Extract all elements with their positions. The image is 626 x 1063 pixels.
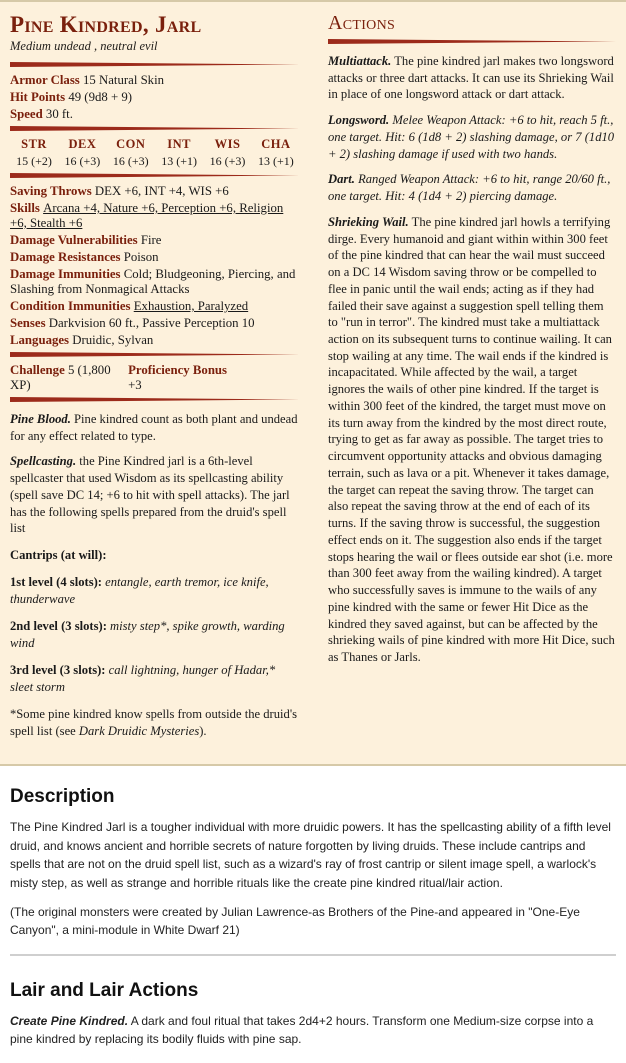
damage-immunities-label: Damage Immunities: [10, 267, 121, 281]
action-dart-text: Ranged Weapon Attack: +6 to hit, range 20/60 ft., one target. Hit: 4 (1d4 + 2) piercing damage.: [327, 172, 611, 204]
action-shrieking-wail: [328, 214, 616, 666]
skills-value: Arcana +4, Nature +6, Perception +6, Religion +6, Stealth +6: [10, 201, 284, 230]
senses-line: [10, 316, 300, 331]
condition-immunities-label: Condition Immunities: [10, 299, 131, 313]
spell-footnote-source: Dark Druidic Mysteries: [78, 724, 200, 739]
challenge-label: Challenge: [10, 363, 65, 377]
action-longsword-text: Melee Weapon Attack: +6 to hit, reach 5 ft., one target. Hit: 6 (1d8 + 2) slashing damage, or 7 (1d10 + 2) slashing damage if used with two hands.: [327, 113, 615, 161]
description-heading: Description: [10, 786, 115, 808]
spell-level-3: [10, 662, 300, 696]
lair-section: [0, 960, 626, 1063]
damage-immunities-line: [10, 267, 300, 297]
hit-points-line: [10, 90, 300, 105]
description-paragraph-2: (The original monsters were created by Julian Lawrence-as Brothers of the Pine-and appeared in "One-Eye Canyon", a mini-module in White Dwarf 21): [10, 904, 580, 938]
damage-resistances-line: [10, 250, 300, 265]
trait-spellcasting-text: the Pine Kindred jarl is a 6th-level spellcaster that used Wisdom as its spellcasting ability (spell save DC 14; +6 to hit with spell attacks). The jarl has the following spells prepared from the druid's spell list: [10, 454, 290, 536]
trait-pine-blood: [10, 411, 300, 444]
skills-label: Skills: [10, 201, 40, 215]
proficiency-group: [128, 363, 238, 393]
lair-action-text: A dark and foul ritual that takes 2d4+2 hours. Transform one Medium-size corpse into a pine kindred by replacing its bodily fluids with pine sap.: [10, 1013, 594, 1047]
action-multiattack-name: Multiattack.: [327, 54, 392, 68]
action-longsword: [328, 112, 616, 162]
description-section: [0, 766, 626, 960]
ability-scores: [10, 137, 300, 169]
ability-dex-value: 16 (+3): [64, 154, 101, 168]
senses-label: Senses: [10, 316, 46, 330]
action-dart-name: Dart.: [327, 172, 355, 187]
action-dart: [328, 171, 616, 204]
proficiency-label: Proficiency Bonus: [128, 363, 228, 377]
challenge-group: [10, 363, 128, 393]
ability-wis-value: 16 (+3): [209, 154, 246, 168]
actions-heading: Actions: [327, 12, 396, 34]
action-multiattack: [328, 53, 616, 103]
divider-challenge-bottom: [10, 397, 300, 402]
description-paragraph-1: The Pine Kindred Jarl is a tougher individual with more druidic powers. It has the spellcasting ability of a fifth level druid, and knows ancient and horrible secrets of nature forgotten by living druids. These include cantrips and spells that are not on the druid spell list, such as a wizard's ray of frost cantrip or silent image spell, a warlock's misty step, as well as strange and horrible rituals like the create pine kindred ritual/lair action.: [10, 820, 611, 890]
languages-label: Languages: [10, 333, 70, 347]
damage-vulnerabilities-line: [10, 233, 300, 248]
damage-vulnerabilities-value: Fire: [140, 233, 162, 247]
creature-name: Pine Kindred, Jarl: [10, 12, 202, 37]
spell-cantrips-head: Cantrips (at will):: [10, 548, 107, 563]
speed-line: [10, 107, 300, 122]
spell-level-2-body: misty step*, spike growth, warding wind: [10, 619, 285, 651]
lair-action-name: Create Pine Kindred.: [10, 1013, 129, 1028]
ability-cha: [252, 137, 300, 169]
trait-spellcasting-name: Spellcasting.: [10, 454, 77, 469]
ability-cha-name: CHA: [261, 137, 291, 151]
spell-footnote-pre: *Some pine kindred know spells from outside the druid's spell list (see: [10, 707, 297, 739]
languages-value: Druidic, Sylvan: [72, 333, 154, 347]
spell-level-2-head: 2nd level (3 slots):: [10, 619, 107, 634]
ability-wis: [203, 137, 251, 169]
skills-line: [10, 201, 300, 231]
damage-immunities-value: Cold; Bludgeoning, Piercing, and Slashing from Nonmagical Attacks: [10, 267, 296, 296]
hit-points-label: Hit Points: [10, 90, 66, 104]
spell-level-3-body: call lightning, hunger of Hadar,* sleet storm: [10, 663, 276, 695]
ability-con-name: CON: [116, 137, 146, 151]
stat-block-left-column: [10, 10, 306, 750]
challenge-value: 5 (1,800 XP): [10, 363, 111, 392]
divider-abilities-bottom: [10, 173, 300, 178]
damage-resistances-value: Poison: [123, 250, 159, 264]
condition-immunities-value: Exhaustion, Paralyzed: [133, 299, 249, 313]
creature-subtitle: Medium undead , neutral evil: [10, 39, 158, 53]
saving-throws-line: [10, 184, 300, 199]
damage-resistances-label: Damage Resistances: [10, 250, 121, 264]
divider-actions: [328, 39, 616, 44]
spell-level-2: [10, 618, 300, 652]
trait-pine-blood-text: Pine kindred count as both plant and undead for any effect related to type.: [10, 412, 298, 443]
speed-value: 30 ft.: [45, 107, 73, 121]
trait-spellcasting: [10, 453, 300, 537]
speed-label: Speed: [10, 107, 43, 121]
condition-immunities-line: [10, 299, 300, 314]
spell-footnote-post: ).: [199, 724, 207, 739]
ability-int-name: INT: [167, 137, 191, 151]
ability-dex-name: DEX: [68, 137, 97, 151]
ability-str-name: STR: [21, 137, 47, 151]
spell-level-1: [10, 574, 300, 608]
senses-value: Darkvision 60 ft., Passive Perception 10: [48, 316, 255, 330]
stat-block-right-column: [320, 10, 616, 750]
lair-action-create-pine-kindred: [10, 1012, 616, 1049]
section-divider: [10, 954, 616, 956]
armor-class-label: Armor Class: [10, 73, 80, 87]
saving-throws-label: Saving Throws: [10, 184, 92, 198]
ability-str-value: 15 (+2): [16, 154, 52, 168]
action-multiattack-text: The pine kindred jarl makes two longsword attacks or three dart attacks. It can use its Shrieking Wail in place of one longsword attack or dart attack.: [327, 54, 614, 102]
lair-heading: Lair and Lair Actions: [10, 979, 199, 1001]
proficiency-value: +3: [128, 378, 142, 392]
spell-level-3-head: 3rd level (3 slots):: [10, 663, 106, 678]
ability-str: [10, 137, 58, 169]
divider-top: [10, 62, 300, 67]
divider-abilities-top: [10, 126, 300, 131]
ability-con-value: 16 (+3): [112, 154, 149, 168]
armor-class-line: [10, 73, 300, 88]
saving-throws-value: DEX +6, INT +4, WIS +6: [94, 184, 229, 198]
challenge-row: [10, 363, 300, 393]
damage-vulnerabilities-label: Damage Vulnerabilities: [10, 233, 138, 247]
ability-cha-value: 13 (+1): [257, 154, 294, 168]
ability-con: [107, 137, 155, 169]
languages-line: [10, 333, 300, 348]
action-longsword-name: Longsword.: [327, 113, 390, 128]
ability-dex: [58, 137, 106, 169]
action-shrieking-wail-text: The pine kindred jarl howls a terrifying dirge. Every humanoid and giant within within 300 feet of the pine kindred that can hear the wail must succeed on a DC 14 Wisdom saving throw or be compelled to flee in panic until the wail ends; acting as if they had failed their save against a suggestion spell telling them to "run in terror". The kindred must take a multiattack action on its subsequent turns to continue wailing. It can stop wailing at any time. The wail ends if the kindred is incapacitated. While affected by the wail, a target ignores the wails of other pine kindred. If the target is within 300 feet of the kindred, the target must move on its turn away from the kindred by the most direct route, trying to get as far away as possible. The target tries to circumvent opportunity attacks and obvious damaging terrain, such as lava or a pit. Whenever it takes damage, the target can repeat the saving throw. The target can also repeat the saving throw at the end of each of its turns. If the saving throw is successful, the suggestion effect ends on it. The suggestion also ends if the target stops hearing the wail or flees outside ear shot (i.e. more than 300 feet away from the wailing kindred). A target who successfully saves is immune to the wails of any pine kindred with the same or fewer Hit Dice as the kindred they saved against, but can be affected by the shrieking wails of pine kindred with more Hit Dice, such as Thanes or Jarls.: [327, 214, 615, 664]
spell-level-1-head: 1st level (4 slots):: [10, 575, 102, 590]
action-shrieking-wail-name: Shrieking Wail.: [327, 214, 409, 229]
spell-level-1-body: entangle, earth tremor, ice knife, thunderwave: [10, 575, 269, 607]
ability-int-value: 13 (+1): [161, 154, 198, 168]
spell-cantrips: [10, 547, 300, 564]
trait-pine-blood-name: Pine Blood.: [10, 412, 71, 426]
ability-wis-name: WIS: [214, 137, 241, 151]
armor-class-value: 15 Natural Skin: [83, 73, 165, 87]
hit-points-value: 49 (9d8 + 9): [68, 90, 133, 104]
ability-int: [155, 137, 203, 169]
divider-challenge-top: [10, 352, 300, 357]
spell-footnote: [10, 706, 300, 740]
